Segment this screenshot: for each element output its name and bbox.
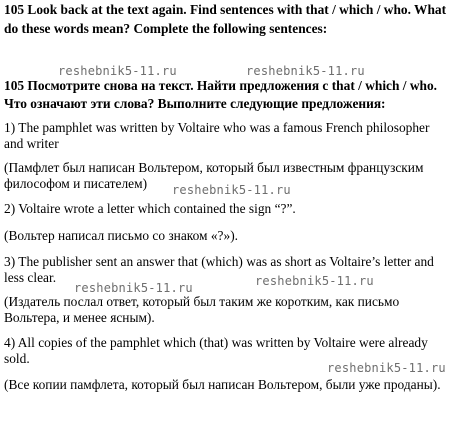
- item-4-en-line-2: sold.: [4, 351, 30, 366]
- task-en-line-2: do these words mean? Complete the following sentences:: [4, 21, 328, 36]
- watermark: reshebnik5-11.ru: [255, 274, 374, 288]
- watermark: reshebnik5-11.ru: [74, 281, 193, 295]
- item-3-en-line-2: less clear.: [4, 270, 57, 285]
- item-2-ru-line-1: (Вольтер написал письмо со знаком «?»).: [4, 228, 239, 243]
- watermark: reshebnik5-11.ru: [172, 183, 291, 197]
- item-3-ru-line-1: (Издатель послал ответ, который был таким же коротким, как письмо: [4, 294, 400, 309]
- watermark: reshebnik5-11.ru: [246, 64, 365, 78]
- item-1-ru-line-1: (Памфлет был написан Вольтером, который был известным французским: [4, 160, 424, 175]
- task-en-line-1: 105 Look back at the text again. Find sentences with that / which / who. What: [4, 2, 447, 17]
- item-1-ru-line-2: философом и писателем): [4, 176, 148, 191]
- item-1-en-line-1: 1) The pamphlet was written by Voltaire who was a famous French philosopher: [4, 120, 430, 135]
- item-1-en-line-2: and writer: [4, 136, 59, 151]
- item-4-ru-line-1: (Все копии памфлета, который был написан Вольтером, были уже проданы).: [4, 377, 441, 392]
- item-2-en-line-1: 2) Voltaire wrote a letter which contained the sign “?”.: [4, 201, 296, 216]
- task-ru-line-2: Что означают эти слова? Выполните следующие предложения:: [4, 96, 386, 111]
- item-4-en-line-1: 4) All copies of the pamphlet which (that) was written by Voltaire were already: [4, 335, 428, 350]
- watermark: reshebnik5-11.ru: [58, 64, 177, 78]
- item-3-ru-line-2: Вольтера, и менее ясным).: [4, 310, 155, 325]
- item-3-en-line-1: 3) The publisher sent an answer that (which) was as short as Voltaire’s letter and: [4, 254, 434, 269]
- task-ru-line-1: 105 Посмотрите снова на текст. Найти предложения с that / which / who.: [4, 78, 438, 93]
- watermark: reshebnik5-11.ru: [327, 361, 446, 375]
